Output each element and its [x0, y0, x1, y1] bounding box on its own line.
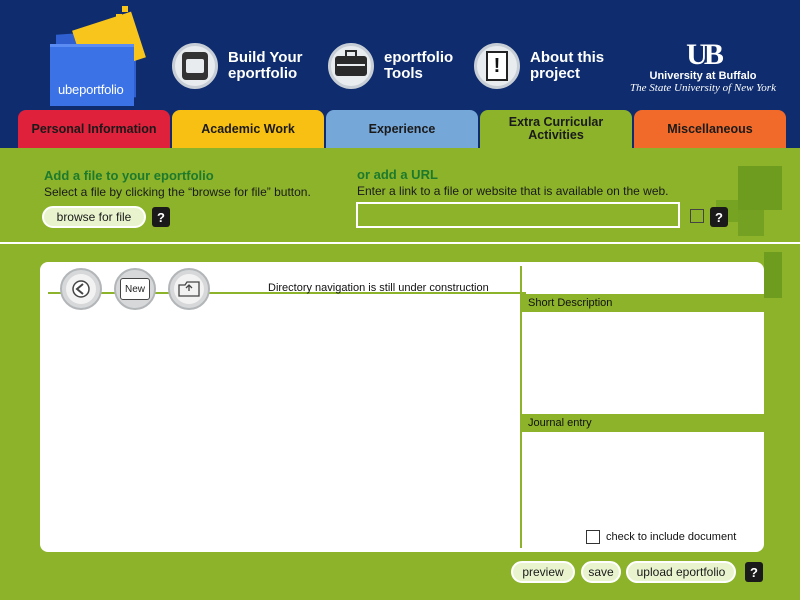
nav-build-line1: Build Your [228, 49, 303, 66]
nav-build-eportfolio[interactable] [172, 40, 302, 92]
nav-eportfolio-tools[interactable] [328, 40, 453, 92]
monitor-icon [172, 43, 218, 89]
url-checkbox[interactable] [690, 209, 704, 223]
nav-tools-line1: eportfolio [384, 49, 454, 66]
tab-personal-information[interactable]: Personal Information [18, 110, 170, 148]
logo-text: ubeportfolio [58, 82, 124, 97]
decor-square [738, 210, 764, 236]
open-folder-icon [174, 274, 204, 304]
directory-toolbar [48, 268, 518, 306]
short-description-input[interactable] [522, 312, 764, 410]
tab-miscellaneous[interactable]: Miscellaneous [634, 110, 786, 148]
url-input[interactable] [356, 202, 680, 228]
help-icon[interactable]: ? [745, 562, 763, 582]
header [0, 0, 800, 110]
university-subtitle: The State University of New York [630, 82, 776, 94]
decor-square [738, 166, 782, 210]
nav-tools-line2: Tools [384, 65, 423, 82]
add-file-heading: Add a file to your eportfolio [44, 168, 214, 183]
browse-file-button[interactable]: browse for file [42, 206, 146, 228]
add-url-heading: or add a URL [357, 167, 438, 182]
include-document-checkbox[interactable] [586, 530, 600, 544]
nav-about-line2: project [530, 65, 581, 82]
tab-extra-curricular[interactable]: Extra Curricular Activities [480, 110, 632, 148]
short-description-label: Short Description [522, 294, 764, 312]
journal-entry-input[interactable] [522, 432, 764, 524]
back-button[interactable] [60, 268, 102, 310]
journal-entry-label: Journal entry [522, 414, 764, 432]
university-name: University at Buffalo [649, 70, 757, 82]
directory-message: Directory navigation is still under construction [268, 282, 489, 294]
nav-about-project[interactable] [474, 40, 604, 92]
nav-about-line1: About this [530, 49, 605, 66]
add-content-section [0, 148, 800, 244]
ubeportfolio-logo[interactable] [50, 6, 145, 104]
add-url-instruction: Enter a link to a file or website that is available on the web. [357, 184, 669, 198]
decor-square [764, 252, 782, 298]
new-folder-button[interactable] [114, 268, 156, 310]
tab-experience[interactable]: Experience [326, 110, 478, 148]
logo-pixel [126, 20, 132, 26]
nav-build-line2: eportfolio [228, 65, 298, 82]
tab-academic-work[interactable]: Academic Work [172, 110, 324, 148]
help-icon[interactable]: ? [710, 207, 728, 227]
logo-pixel [116, 14, 122, 20]
back-arrow-icon [66, 274, 96, 304]
preview-button[interactable]: preview [511, 561, 575, 583]
save-button[interactable]: save [581, 561, 621, 583]
new-folder-label: New [124, 283, 145, 295]
toolbox-icon [328, 43, 374, 89]
help-icon[interactable]: ? [152, 207, 170, 227]
new-folder-icon [120, 278, 150, 300]
open-folder-button[interactable] [168, 268, 210, 310]
section-tabs [0, 110, 800, 148]
content-panel [40, 262, 764, 552]
ub-mark: UB [686, 38, 720, 71]
exclamation-icon: ! [474, 43, 520, 89]
logo-pixel [122, 6, 128, 12]
university-logo[interactable] [628, 40, 778, 94]
include-document-label: check to include document [606, 531, 737, 543]
add-file-instruction: Select a file by clicking the “browse for file” button. [44, 185, 311, 199]
upload-eportfolio-button[interactable]: upload eportfolio [626, 561, 736, 583]
